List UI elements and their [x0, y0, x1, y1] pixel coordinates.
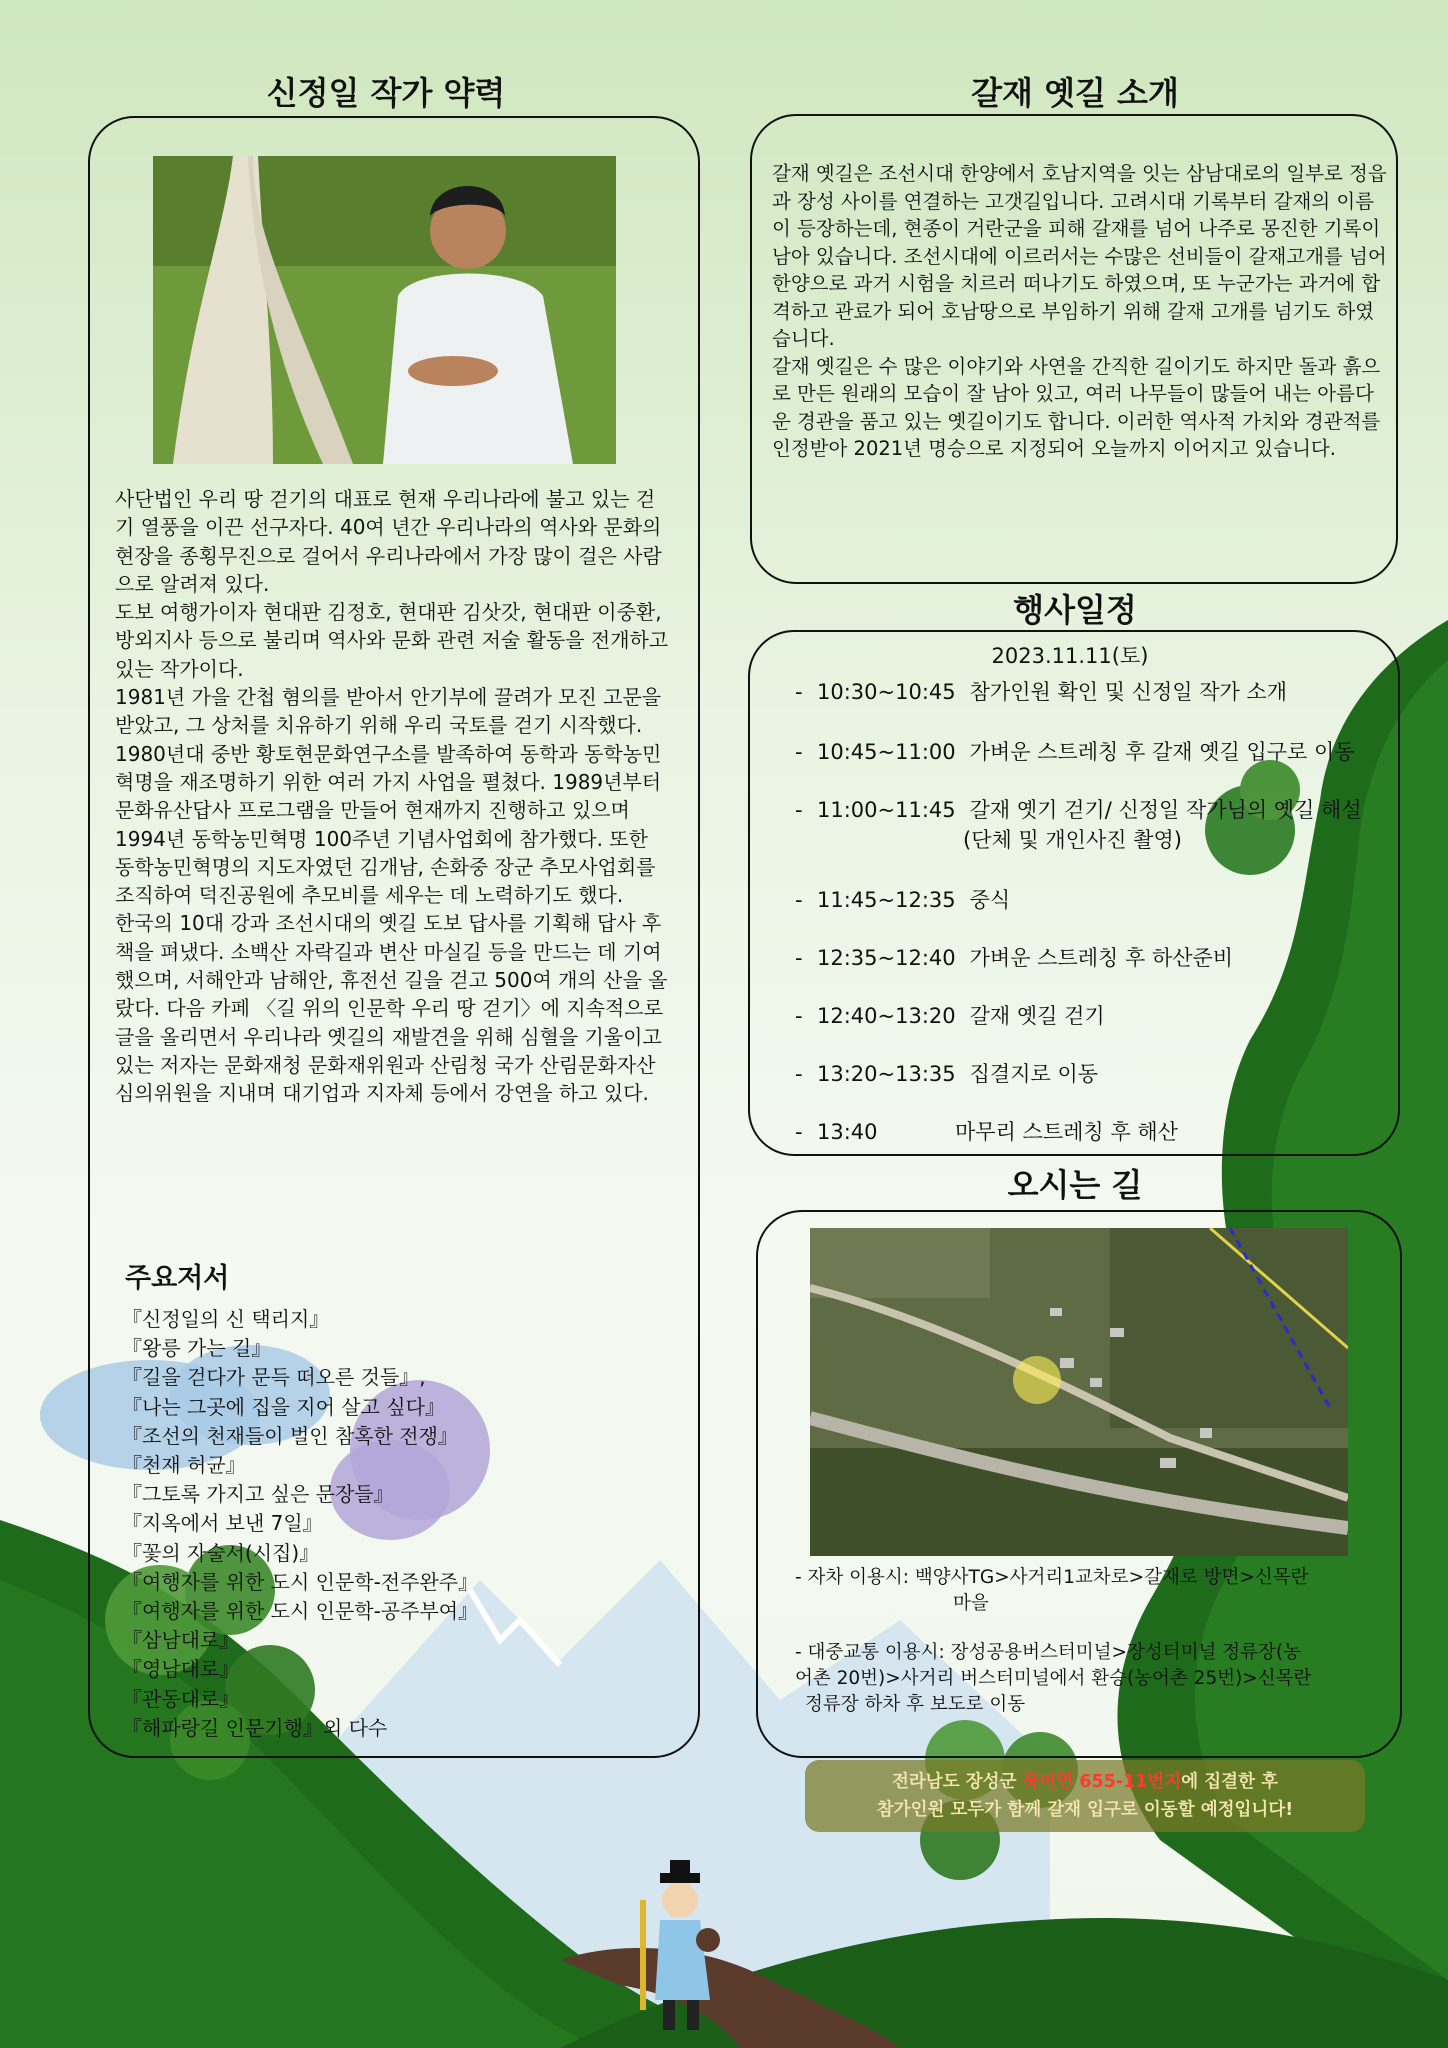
- list-item: 『신정일의 신 택리지』: [122, 1307, 330, 1331]
- bullet-dash: -: [795, 798, 803, 822]
- schedule-time: 13:40: [817, 1120, 878, 1144]
- schedule-time: 12:40~13:20: [817, 1004, 956, 1028]
- schedule-time: 13:20~13:35: [817, 1062, 956, 1086]
- schedule-item: [795, 1116, 1178, 1146]
- bio-title: 신정일 작가 약력: [266, 74, 506, 112]
- schedule-desc: 중식: [969, 888, 1011, 912]
- schedule-title: 행사일정: [1013, 591, 1137, 629]
- list-item: 『영남대로』: [122, 1657, 240, 1682]
- notice-text: 에 집결한 후: [1181, 1772, 1278, 1792]
- schedule-desc: 가벼운 스트레칭 후 갈재 옛길 입구로 이동: [969, 740, 1355, 764]
- schedule-time: 11:00~11:45: [817, 798, 956, 822]
- schedule-item: [795, 794, 1362, 824]
- schedule-item: [795, 736, 1355, 766]
- directions-line: 어촌 20번)>사거리 버스터미널에서 환승(농어촌 25번)>신목란: [795, 1668, 1312, 1689]
- list-item: 『나는 그곳에 집을 지어 살고 싶다』: [122, 1394, 445, 1419]
- intro-paragraph: 갈재 옛길은 수 많은 이야기와 사연을 간직한 길이기도 하지만 돌과 흙으로 만든 원래의 모습이 잘 남아 있고, 여러 나무들이 많들어 내는 아름다운 경관을 품고 있는 옛길이기도 합니다. 이러한 역사적 가치와 경관적를 인정받아 2021년 명승으로 지정되어 오늘까지 이어지고 있습니다.: [772, 354, 1381, 460]
- notice-text: 전라남도 장성군: [891, 1772, 1023, 1792]
- directions-car: [795, 1565, 1309, 1617]
- bio-paragraph: 사단법인 우리 땅 걷기의 대표로 현재 우리나라에 불고 있는 걷기 열풍을 이끈 선구자다. 40여 년간 우리나라의 역사와 문화의 현장을 종횡무진으로 걸어서 우리나라에서 가장 많이 걸은 사람으로 알려져 있다.: [115, 487, 662, 596]
- schedule-time: 12:35~12:40: [817, 946, 956, 970]
- list-item: 『길을 걷다가 문득 떠오른 것들』,: [122, 1365, 426, 1390]
- schedule-item: [795, 884, 1010, 914]
- bullet-dash: -: [795, 946, 803, 970]
- intro-paragraph: 갈재 옛길은 조선시대 한양에서 호남지역을 잇는 삼남대로의 일부로 정읍과 장성 사이를 연결하는 고갯길입니다. 고려시대 기록부터 갈재의 이름이 등장하는데, 현종이 거란군을 피해 갈재를 넘어 나주로 몽진한 기록이 남아 있습니다. 조선시대에 이르러서는 수많은 선비들이 갈재고개를 넘어 한양으로 과거 시험을 치르러 떠나기도 하였으며, 또 누군가는 과거에 합격하고 관료가 되어 호남땅으로 부임하기 위해 갈재 고개를 넘기도 하였습니다.: [772, 162, 1387, 350]
- author-photo: [153, 156, 616, 464]
- bullet-dash: -: [795, 680, 803, 704]
- schedule-time: 10:30~10:45: [817, 680, 956, 704]
- meeting-notice: [805, 1760, 1365, 1832]
- satellite-map: [810, 1228, 1348, 1556]
- list-item: 『해파랑길 인문기행』외 다수: [122, 1715, 388, 1740]
- bullet-dash: -: [795, 740, 803, 764]
- bullet-dash: -: [795, 888, 803, 912]
- notice-address: 북이면 655-11번지: [1022, 1772, 1182, 1792]
- schedule-time: 10:45~11:00: [817, 740, 956, 764]
- list-item: 『왕릉 가는 길』: [122, 1336, 272, 1361]
- bullet-dash: -: [795, 1004, 803, 1028]
- list-item: 『천재 허균』: [122, 1453, 246, 1478]
- directions-title: 오시는 길: [1007, 1166, 1143, 1204]
- intro-text: [772, 160, 1392, 463]
- list-item: 『조선의 천재들이 벌인 참혹한 전쟁』: [122, 1423, 458, 1448]
- list-item: 『관동대로』: [122, 1686, 240, 1711]
- schedule-desc: 참가인원 확인 및 신정일 작가 소개: [969, 680, 1288, 704]
- directions-line: 정류장 하차 후 보도로 이동: [805, 1694, 1026, 1715]
- directions-bus: [795, 1640, 1311, 1718]
- directions-line: - 대중교통 이용시: 장성공용버스터미널>장성터미널 정류장(농: [795, 1642, 1301, 1663]
- intro-title: 갈재 옛길 소개: [971, 74, 1179, 112]
- list-item: 『여행자를 위한 도시 인문학-전주완주』: [122, 1569, 479, 1594]
- works-title: 주요저서: [125, 1263, 230, 1294]
- schedule-item: [795, 1058, 1098, 1088]
- directions-line: - 자차 이용시: 백양사TG>사거리1교차로>갈재로 방면>신목란: [795, 1567, 1309, 1588]
- bio-paragraph: 1980년대 중반 황토현문화연구소를 발족하여 동학과 동학농민혁명을 재조명하기 위한 여러 가지 사업을 펼쳤다. 1989년부터 문화유산답사 프로그램을 만들어 현재까지 진행하고 있으며 1994년 동학농민혁명 100주년 기념사업회에 참가했다. 또한 동학농민혁명의 지도자였던 김개남, 손화중 장군 추모사업회를 조직하여 덕진공원에 추모비를 세우는 데 노력하기도 했다.: [115, 741, 662, 908]
- bio-paragraph: 1981년 가을 간첩 혐의를 받아서 안기부에 끌려가 모진 고문을 받았고, 그 상처를 치유하기 위해 우리 국토를 걷기 시작했다.: [115, 685, 662, 738]
- schedule-desc: 가벼운 스트레칭 후 하산준비: [969, 946, 1234, 970]
- schedule-time: 11:45~12:35: [817, 888, 956, 912]
- schedule-desc: 갈재 옛길 걷기: [969, 1004, 1105, 1028]
- directions-line: 마을: [953, 1593, 989, 1614]
- bio-text: [115, 485, 670, 1108]
- list-item: 『꽃의 자술서(시집)』: [122, 1540, 320, 1565]
- bullet-dash: -: [795, 1120, 803, 1144]
- list-item: 『삼남대로』: [122, 1628, 240, 1653]
- schedule-desc: 갈재 옛기 걷기/ 신정일 작가님의 옛길 해설: [969, 798, 1362, 822]
- schedule-item: [795, 942, 1233, 972]
- notice-line: [805, 1768, 1365, 1796]
- schedule-desc: 마무리 스트레칭 후 해산: [955, 1120, 1178, 1144]
- notice-line: 참가인원 모두가 함께 갈재 입구로 이동할 예정입니다!: [876, 1800, 1294, 1820]
- list-item: 『여행자를 위한 도시 인문학-공주부여』: [122, 1599, 479, 1624]
- list-item: 『지옥에서 보낸 7일』: [122, 1511, 323, 1536]
- bio-paragraph: 도보 여행가이자 현대판 김정호, 현대판 김삿갓, 현대판 이중환, 방외지사 등으로 불리며 역사와 문화 관련 저술 활동을 전개하고 있는 작가이다.: [115, 600, 669, 681]
- bio-paragraph: 한국의 10대 강과 조선시대의 옛길 도보 답사를 기획해 답사 후 책을 펴냈다. 소백산 자락길과 변산 마실길 등을 만드는 데 기여했으며, 서해안과 남해안, 휴전선 길을 걷고 500여 개의 산을 올랐다. 다음 카페 〈길 위의 인문학 우리 땅 걷기〉에 지속적으로 글을 올리면서 우리나라 옛길의 재발견을 위해 심혈을 기울이고 있는 저자는 문화재청 문화재위원과 산림청 국가 산림문화자산 심의위원을 지내며 대기업과 지자체 등에서 강연을 하고 있다.: [115, 911, 668, 1106]
- works-list: [122, 1305, 478, 1743]
- schedule-desc: (단체 및 개인사진 촬영): [963, 828, 1182, 852]
- list-item: 『그토록 가지고 싶은 문장들』: [122, 1482, 394, 1507]
- event-date: 2023.11.11(토): [991, 644, 1149, 668]
- bullet-dash: -: [795, 1062, 803, 1086]
- schedule-item: [795, 1000, 1105, 1030]
- schedule-item-note: [963, 824, 1182, 854]
- schedule-desc: 집결지로 이동: [969, 1062, 1099, 1086]
- schedule-item: [795, 676, 1287, 706]
